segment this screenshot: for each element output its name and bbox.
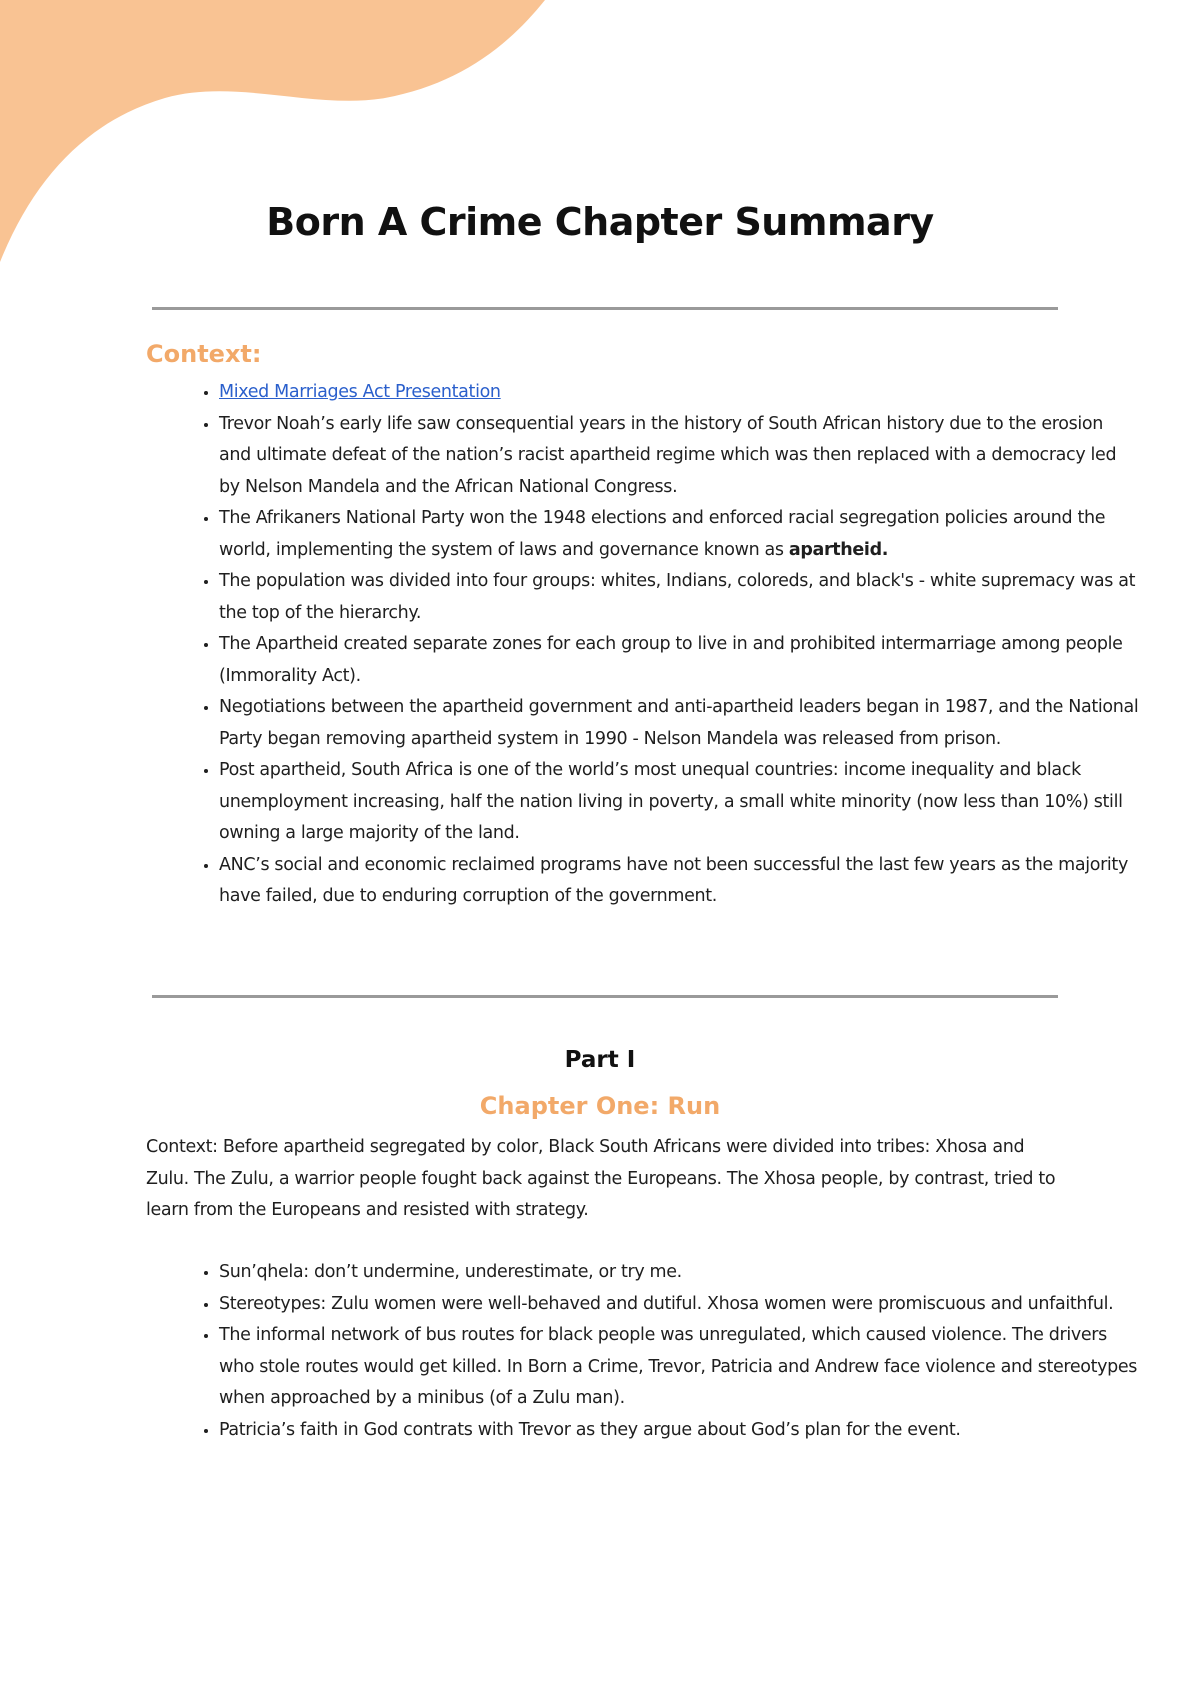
list-item: • ANC’s social and economic reclaimed programs have not been successful the last few years as the majority have failed, due to enduring corruption of the government.	[219, 850, 1139, 913]
list-item	[219, 503, 1139, 566]
document-title: Born A Crime Chapter Summary	[266, 200, 934, 244]
part-heading: Part I	[564, 1047, 636, 1073]
divider-bottom	[152, 995, 1058, 998]
list-item: • The informal network of bus routes for black people was unregulated, which caused violence. The drivers who stole routes would get killed. In Born a Crime, Trevor, Patricia and Andrew face violence and stereotypes when approached by a minibus (of a Zulu man).	[219, 1320, 1139, 1415]
chapter-context-paragraph: Context: Before apartheid segregated by color, Black South Africans were divided into tribes: Xhosa and Zulu. The Zulu, a warrior people fought back against the Europeans. The Xhosa people, by contrast, tried to learn from the Europeans and resisted with strategy.	[146, 1137, 1056, 1220]
bold-term-apartheid: apartheid.	[788, 539, 889, 560]
mixed-marriages-act-link[interactable]: Mixed Marriages Act Presentation	[219, 382, 501, 402]
list-item: • Trevor Noah’s early life saw consequential years in the history of South African history due to the erosion and ultimate defeat of the nation’s racist apartheid regime which was then replaced with a democracy led by Nelson Mandela and the African National Congress.	[219, 409, 1139, 504]
list-item: • Post apartheid, South Africa is one of the world’s most unequal countries: income inequality and black unemployment increasing, half the nation living in poverty, a small white minority (now less than 10%) still owning a large majority of the land.	[219, 755, 1139, 850]
chapter-list	[146, 1257, 1139, 1446]
list-item: • The population was divided into four groups: whites, Indians, coloreds, and black's - white supremacy was at the top of the hierarchy.	[219, 566, 1139, 629]
list-item: • Negotiations between the apartheid government and anti-apartheid leaders began in 1987, and the National Party began removing apartheid system in 1990 - Nelson Mandela was released from prison.	[219, 692, 1139, 755]
context-list	[146, 377, 1139, 913]
list-item: • Sun’qhela: don’t undermine, underestimate, or try me.	[219, 1257, 1139, 1289]
context-heading: Context:	[146, 340, 262, 368]
list-item-text: The Afrikaners National Party won the 1948 elections and enforced racial segregation policies around the world, implementing the system of laws and governance known as	[219, 508, 1106, 560]
chapter-heading: Chapter One: Run	[479, 1092, 721, 1120]
list-item	[219, 377, 1139, 409]
divider-top	[152, 307, 1058, 310]
list-item: • The Apartheid created separate zones for each group to live in and prohibited intermarriage among people (Immorality Act).	[219, 629, 1139, 692]
list-item: • Patricia’s faith in God contrats with Trevor as they argue about God’s plan for the event.	[219, 1415, 1139, 1447]
list-item: • Stereotypes: Zulu women were well-behaved and dutiful. Xhosa women were promiscuous and unfaithful.	[219, 1289, 1139, 1321]
